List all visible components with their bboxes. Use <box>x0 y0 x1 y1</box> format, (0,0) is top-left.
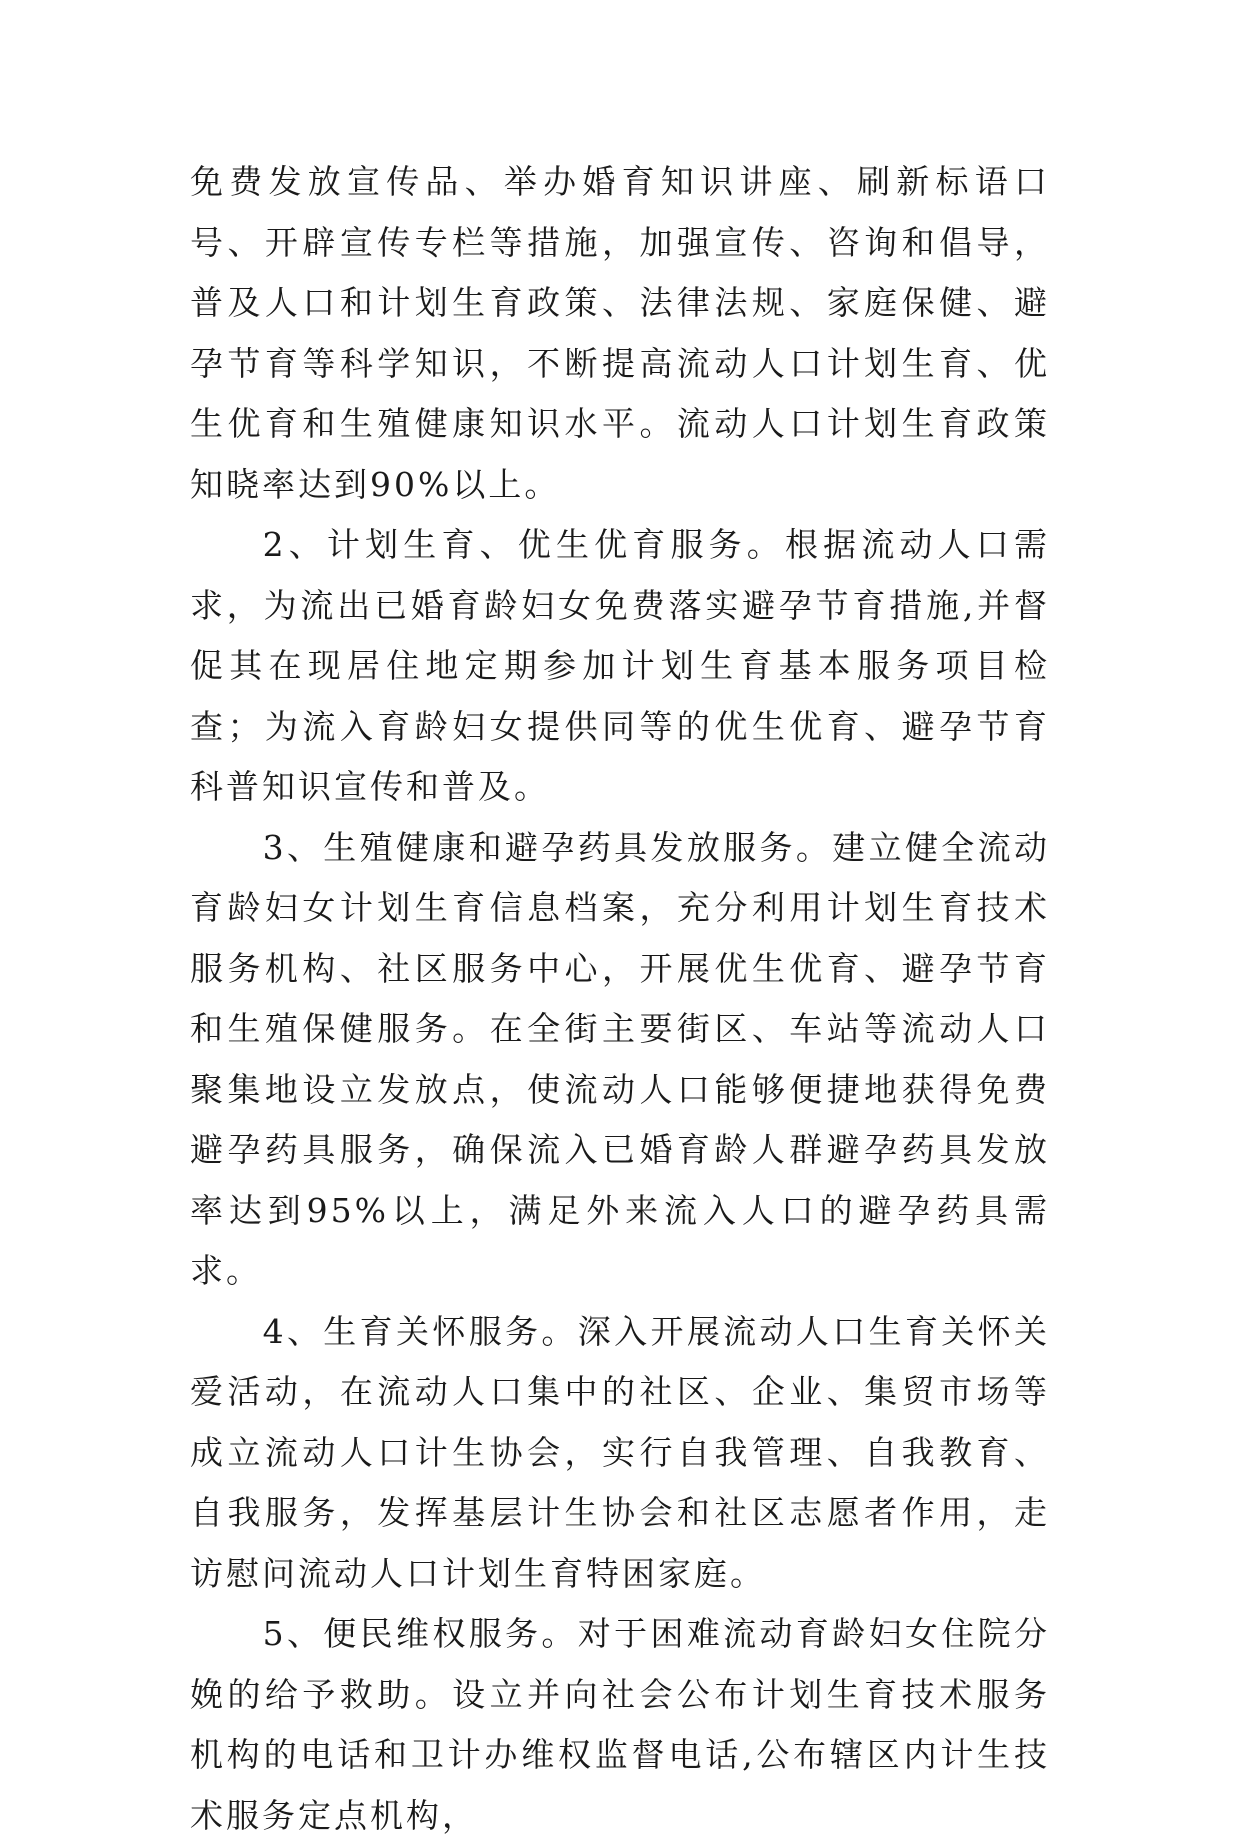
document-body <box>190 152 1050 1846</box>
paragraph-3: 3、生殖健康和避孕药具发放服务。建立健全流动育龄妇女计划生育信息档案，充分利用计划生育技术服务机构、社区服务中心，开展优生优育、避孕节育和生殖保健服务。在全街主要街区、车站等流动人口聚集地设立发放点，使流动人口能够便捷地获得免费避孕药具服务，确保流入已婚育龄人群避孕药具发放率达到95%以上，满足外来流入人口的避孕药具需求。 <box>190 827 1050 1290</box>
paragraph-1: 免费发放宣传品、举办婚育知识讲座、刷新标语口号、开辟宣传专栏等措施，加强宣传、咨询和倡导，普及人口和计划生育政策、法律法规、家庭保健、避孕节育等科学知识，不断提高流动人口计划生育、优生优育和生殖健康知识水平。流动人口计划生育政策知晓率达到90%以上。 <box>190 162 1050 504</box>
paragraph-4: 4、生育关怀服务。深入开展流动人口生育关怀关爱活动，在流动人口集中的社区、企业、集贸市场等成立流动人口计生协会，实行自我管理、自我教育、自我服务，发挥基层计生协会和社区志愿者作用，走访慰问流动人口计划生育特困家庭。 <box>190 1311 1050 1593</box>
paragraph-2: 2、计划生育、优生优育服务。根据流动人口需求，为流出已婚育龄妇女免费落实避孕节育措施,并督促其在现居住地定期参加计划生育基本服务项目检查；为流入育龄妇女提供同等的优生优育、避孕节育科普知识宣传和普及。 <box>190 525 1050 806</box>
paragraph-5: 5、便民维权服务。对于困难流动育龄妇女住院分娩的给予救助。设立并向社会公布计划生育技术服务机构的电话和卫计办维权监督电话,公布辖区内计生技术服务定点机构， <box>190 1614 1050 1835</box>
